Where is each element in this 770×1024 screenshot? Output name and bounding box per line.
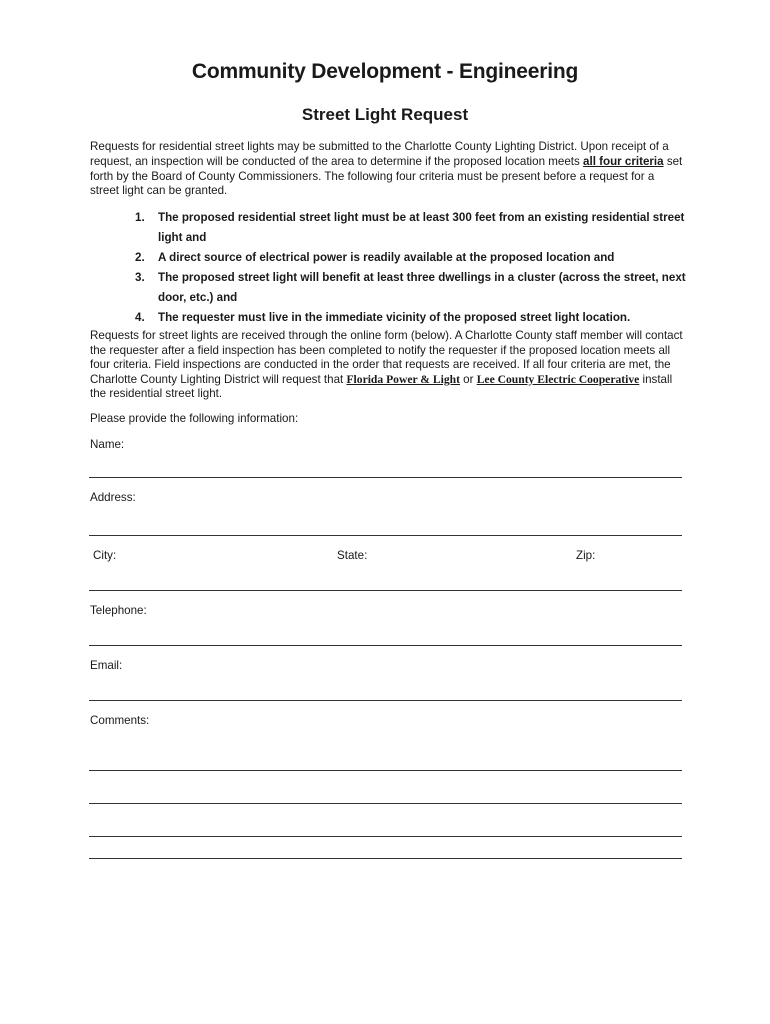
zip-label: Zip: xyxy=(576,549,596,562)
intro-text-1: Requests for residential street lights may be submitted to the Charlotte County Lighting District. Upon receipt of a request, an inspection will be conducted of the area to determine if the proposed location meets xyxy=(90,140,669,168)
criteria-number: 4. xyxy=(135,311,145,324)
criteria-text: The proposed residential street light must be at least 300 feet from an existing residential street light and xyxy=(158,211,685,244)
criteria-number: 2. xyxy=(135,251,145,264)
criteria-item xyxy=(90,208,690,248)
fpl-link[interactable]: Florida Power & Light xyxy=(346,372,460,386)
process-conj: or xyxy=(459,372,477,386)
telephone-field[interactable] xyxy=(89,645,682,646)
intro-emphasis: all four criteria xyxy=(583,154,664,168)
intro-paragraph xyxy=(90,140,685,199)
criteria-text: The requester must live in the immediate vicinity of the proposed street light location. xyxy=(158,311,631,324)
comments-line[interactable] xyxy=(89,858,682,859)
page-title: Community Development - Engineering xyxy=(191,60,579,83)
criteria-list xyxy=(90,208,690,328)
email-field[interactable] xyxy=(89,700,682,701)
comments-label: Comments: xyxy=(90,714,150,727)
intro-text-2: set forth by the Board of County Commissioners. The following four criteria must be present before a request for a street light can be granted. xyxy=(90,154,683,198)
state-label: State: xyxy=(337,549,368,562)
criteria-text: The proposed street light will benefit at least three dwellings in a cluster (across the street, next door, etc.) and xyxy=(158,271,686,304)
name-label: Name: xyxy=(90,438,125,451)
process-text-2: install the residential street light. xyxy=(90,372,673,401)
city-label: City: xyxy=(93,549,117,562)
lcec-link[interactable]: Lee County Electric Cooperative xyxy=(476,372,640,386)
criteria-item xyxy=(90,268,690,308)
name-field[interactable] xyxy=(89,477,682,478)
criteria-number: 1. xyxy=(135,211,145,224)
city-state-zip-field[interactable] xyxy=(89,590,682,591)
comments-line[interactable] xyxy=(89,836,682,837)
address-label: Address: xyxy=(90,491,136,504)
criteria-item xyxy=(90,308,690,328)
process-paragraph xyxy=(90,329,690,402)
comments-line[interactable] xyxy=(89,770,682,771)
email-label: Email: xyxy=(90,659,123,672)
form-prompt: Please provide the following information: xyxy=(90,412,299,425)
criteria-item xyxy=(90,248,690,268)
page-subtitle: Street Light Request xyxy=(301,105,469,124)
criteria-text: A direct source of electrical power is readily available at the proposed location and xyxy=(158,251,615,264)
telephone-label: Telephone: xyxy=(90,604,147,617)
process-text-1: Requests for street lights are received through the online form (below). A Charlotte County staff member will contact the requester after a field inspection has been completed to notify the requester if the proposed location meets all four criteria. Field inspections are conducted in the order that requests are received. If all four criteria are met, the Charlotte County Lighting District will request that xyxy=(90,329,683,386)
address-field[interactable] xyxy=(89,535,682,536)
criteria-number: 3. xyxy=(135,271,145,284)
comments-line[interactable] xyxy=(89,803,682,804)
